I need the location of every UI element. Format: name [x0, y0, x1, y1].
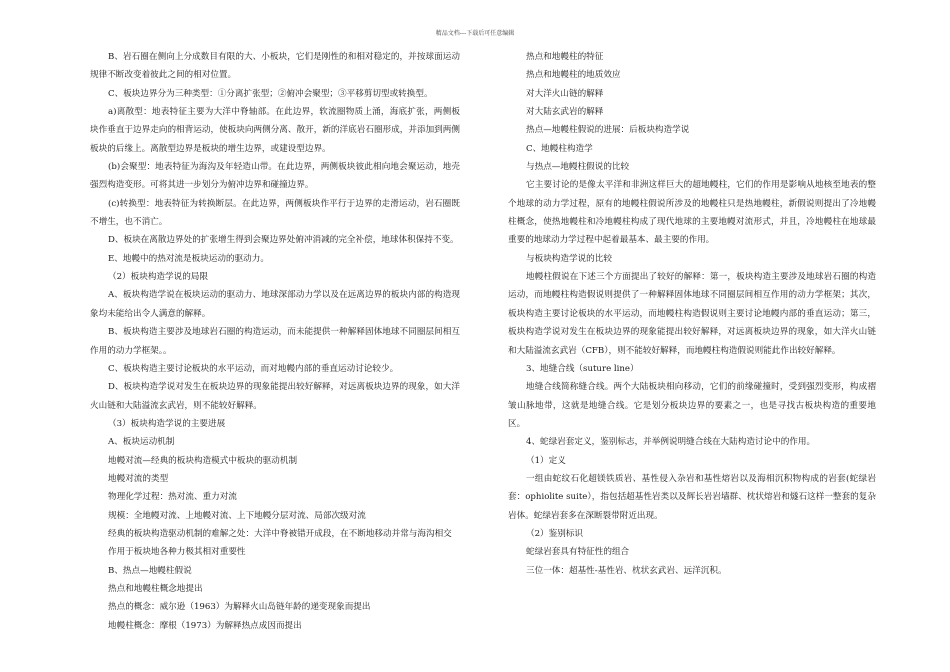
paragraph: 地幔柱概念：摩根（1973）为解释热点成因而提出: [108, 620, 302, 631]
paragraph: 热点和地幔柱的地质效应: [526, 70, 621, 81]
paragraph: 地幔柱假说在下述三个方面提出了较好的解释：第一，板块构造主要涉及地球岩石圈的构造运动，而地幔柱构造假说则提供了一种解释固体地球不同圈层间相互作用的动力学框架；其次，板块构造主要讨论板块的水平运动，而地幔柱构造假说则主要讨论地幔内部的垂直运动；第三，板块构造学说对发生在板块边界的现象能提出较好解释，对远离板块边界的现象，如大洋火山链和大陆溢流玄武岩（CFB），则不能较好解释，而地幔柱构造假说则能此作出较好解释。: [508, 272, 876, 356]
paragraph: 物理化学过程：热对流、重力对流: [108, 492, 237, 503]
paragraph: (b)会聚型：地表特征为海沟及年轻造山带。在此边界，两侧板块彼此相向地会聚运动，地壳强烈构造变形。可将其进一步划分为俯冲边界和碰撞边界。: [90, 162, 460, 191]
paragraph: 一组由蛇纹石化超镁铁质岩、基性侵入杂岩和基性熔岩以及海相沉积物构成的岩套(蛇绿岩套：ophiolite suite），指包括超基性岩类以及辉长岩岩墙群、枕状熔岩和燧石这样一整套的复杂岩体。蛇绿岩套多在深断裂带附近出现。: [508, 473, 876, 521]
paragraph: A、板块构造学说在板块运动的驱动力、地球深部动力学以及在远离边界的板块内部的构造现象均未能给出令人满意的解释。: [90, 290, 460, 319]
paragraph: 热点和地幔柱的特征: [526, 52, 604, 62]
paragraph: 蛇绿岩套具有特征性的组合: [526, 547, 630, 558]
paragraph: 热点的概念：威尔逊（1963）为解释火山岛链年龄的递变现象而提出: [108, 602, 371, 613]
paragraph: 热点和地幔柱概念地提出: [108, 583, 203, 594]
paragraph: 热点—地幔柱假说的进展：后板块构造学说: [526, 125, 690, 136]
paragraph: (c)转换型：地表特征为转换断层。在此边界，两侧板块作平行于边界的走滑运动，岩石圈既不增生，也不消亡。: [90, 198, 460, 228]
paragraph: C、板块构造主要讨论板块的水平运动，而对地幔内部的垂直运动讨论较少。: [108, 363, 399, 374]
paragraph: 作用于板块地各种力极其相对重要性: [108, 547, 246, 558]
section-heading: （2）板块构造学说的局限: [108, 272, 208, 283]
paragraph: 它主要讨论的是像太平洋和非洲这样巨大的超地幔柱，它们的作用是影响从地核至地表的整个地球的动力学过程，原有的地幔柱假说所涉及的地幔柱只是热地幔柱，新假说则提出了冷地幔柱概念，使热地幔柱和冷地幔柱构成了现代地球的主要地幔对流形式，并且，冷地幔柱在地球最重要的地球动力学过程中起着最基本、最主要的作用。: [508, 180, 876, 246]
paragraph: C、板块边界分为三种类型：①分离扩张型；②俯冲会聚型；③平移剪切型或转换型。: [108, 88, 433, 99]
subsection-heading: （1）定义: [526, 455, 566, 466]
subsection-heading: A、板块运动机制: [108, 437, 175, 448]
paragraph: D、板块在离散边界处的扩张增生得到会聚边界处俯冲消减的完全补偿，地球体积保持不变。: [108, 235, 459, 246]
paragraph: 经典的板块构造驱动机制的难解之处：大洋中脊被错开成段，在不断地移动并常与海沟相交: [108, 528, 452, 539]
paragraph: 地幔对流的类型: [108, 473, 169, 484]
paragraph: B、岩石圈在侧向上分成数目有限的大、小板块，它们是刚性的和相对稳定的，并按球面运动规律不断改变着彼此之间的相对位置。: [90, 52, 460, 81]
section-heading: （3）板块构造学说的主要进展: [108, 418, 226, 429]
right-text-column: [508, 48, 876, 580]
paragraph: D、板块构造学说对发生在板块边界的现象能提出较好解释，对远离板块边界的现象，如大洋火山链和大陆溢流玄武岩，则不能较好解释。: [90, 382, 460, 411]
paragraph: 对大陆玄武岩的解释: [526, 107, 604, 118]
paragraph: 与板块构造学说的比较: [526, 253, 612, 264]
paragraph: 地幔对流—经典的板块构造模式中板块的驱动机制: [108, 455, 298, 466]
page-header: 精品文档---下载后可任意编辑: [435, 30, 515, 37]
paragraph: 与热点—地幔柱假说的比较: [526, 162, 630, 173]
left-text-column: [90, 48, 460, 635]
paragraph: a)离散型：地表特征主要为大洋中脊轴部。在此边界，软流圈物质上涌，海底扩张，两侧板块作垂直于边界走向的相背运动，使板块向两侧分离、散开，新的洋底岩石圈形成，并添加到两侧板块的后缘上。离散型边界是板块的增生边界，或建设型边界。: [90, 107, 460, 154]
paragraph: 地缝合线简称缝合线。两个大陆板块相向移动，它们的前缘碰撞时，受到强烈变形，构成褶皱山脉地带，这就是地缝合线。它是划分板块边界的要素之一，也是寻找古板块构造的重要地区。: [508, 382, 876, 429]
section-heading: 4、蛇绿岩套定义，鉴别标志，并举例说明缝合线在大陆构造讨论中的作用。: [526, 437, 816, 448]
subsection-heading: （2）鉴别标识: [526, 528, 584, 539]
section-heading: 3、地缝合线（suture line）: [526, 363, 639, 374]
subsection-heading: C、地幔柱构造学: [526, 143, 593, 154]
subsection-heading: B、热点—地幔柱假说: [108, 565, 192, 576]
paragraph: E、地幔中的热对流是板块运动的驱动力。: [108, 253, 269, 264]
paragraph: 对大洋火山链的解释: [526, 88, 604, 99]
paragraph: 三位一体：超基性-基性岩、枕状玄武岩、远洋沉积。: [526, 565, 727, 576]
paragraph: B、板块构造主要涉及地球岩石圈的构造运动，而未能提供一种解释固体地球不同圈层间相互作用的动力学框架。。: [90, 327, 460, 356]
paragraph: 规模：全地幔对流、上地幔对流、上下地幔分层对流、局部次级对流: [108, 510, 366, 521]
